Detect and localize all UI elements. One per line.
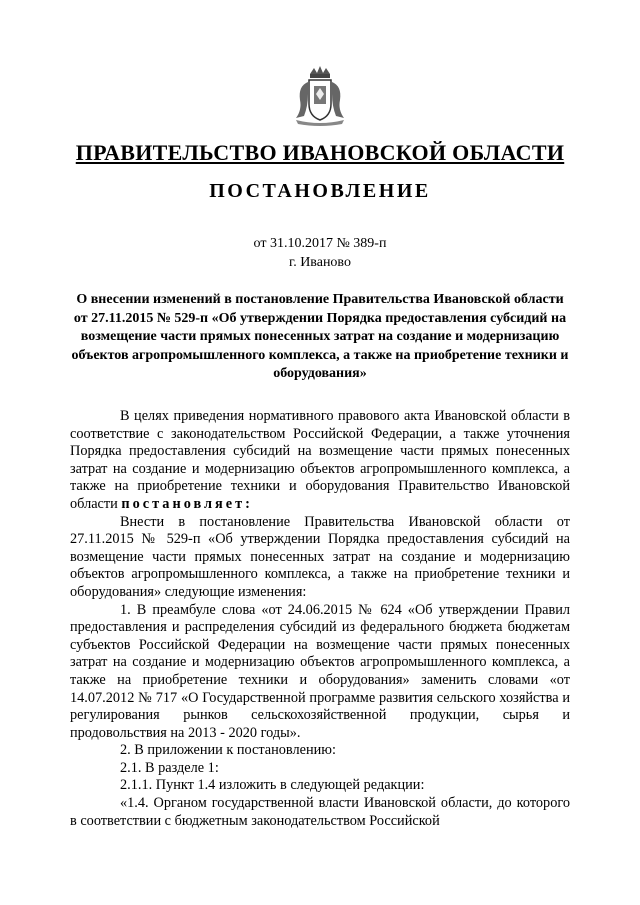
paragraph-item-2-1: 2.1. В разделе 1: [120,759,219,776]
document-body [70,408,570,830]
government-title: ПРАВИТЕЛЬСТВО ИВАНОВСКОЙ ОБЛАСТИ [75,140,565,165]
paragraph-item-1: 1. В преамбуле слова «от 24.06.2015 № 624 «Об утверждении Правил предоставления и распределения субсидий из федерального бюджета бюджетам субъектов Российской Федерации на возмещение части прямых понесенных затрат на создание и модернизацию объектов агропромышленного комплекса, а также на приобретение техники и оборудования» заменить словами «от 14.07.2012 № 717 «О Государственной программе развития сельского хозяйства и регулирования рынков сельскохозяйственной продукции, сырья и продовольствия на 2013 - 2020 годы». [70,601,570,741]
decree-word: постановляет: [121,495,253,512]
document-date-number: от 31.10.2017 № 389-п [253,236,387,251]
preamble-text: В целях приведения нормативного правового акта Ивановской области в соответствие с законодательством Российской Федерации, а также уточнения Порядка предоставления субсидий на возмещение части прямых понесенных затрат на создание и модернизацию объектов агропромышленного комплекса, а также на приобретение техники и оборудования Правительство Ивановской области [70,408,570,512]
document-city: г. Иваново [289,255,351,270]
paragraph-item-2: 2. В приложении к постановлению: [120,742,336,759]
paragraph-amend-intro: Внести в постановление Правительства Ивановской области от 27.11.2015 № 529-п «Об утверждении Порядка предоставления субсидий на возмещение части прямых понесенных затрат на создание и модернизацию объектов агропромышленного комплекса, а также на приобретение техники и оборудования» следующие изменения: [70,513,570,600]
paragraph-item-1-4: «1.4. Органом государственной власти Ивановской области, до которого в соответствии с бюджетным законодательством Российской [70,795,570,829]
paragraph-preamble [70,408,570,514]
document-subject: О внесении изменений в постановление Правительства Ивановской области от 27.11.2015 № 529-п «Об утверждении Порядка предоставления субсидий на возмещение части прямых понесенных затрат на создание и модернизацию объектов агропромышленного комплекса, а также на приобретение техники и оборудования» [71,292,569,381]
document-type: ПОСТАНОВЛЕНИЕ [209,180,431,202]
coat-of-arms-icon [290,64,350,126]
paragraph-item-2-1-1: 2.1.1. Пункт 1.4 изложить в следующей редакции: [120,777,425,794]
